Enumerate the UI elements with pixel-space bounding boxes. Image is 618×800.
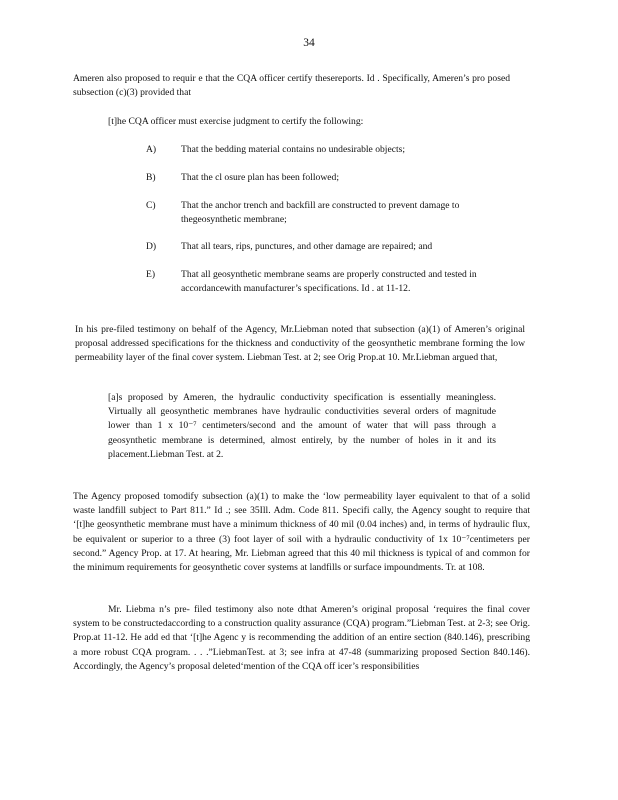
list-item-text: That the bedding material contains no undesirable objects; [181, 144, 406, 155]
list-item-text: That all geosynthetic membrane seams are properly constructed and tested in accordancewith manufacturer’s specifications. Id . at 11-12. [181, 269, 477, 295]
paragraph-ameren-proposal: Ameren also proposed to requir e that the CQA officer certify thesereports. Id . Specifically, Ameren’s pro posed subsection (c)(3) provided that [73, 73, 510, 99]
list-item-label: C) [146, 200, 156, 211]
list-item-label: B) [146, 172, 156, 183]
list-item-text: That all tears, rips, punctures, and other damage are repaired; and [181, 241, 433, 252]
page-number: 34 [303, 37, 315, 49]
paragraph-liebman-testimony: In his pre-filed testimony on behalf of the Agency, Mr.Liebman noted that subsection (a)(1) of Ameren’s original proposal addressed specifications for the thickness and conductivity of the geosynthetic membrane forming the low permeability layer of the final cover system. Liebman Test. at 2; see Orig Prop.at 10. Mr.Liebman argued that, [75, 324, 525, 364]
block-quote-hydraulic: [a]s proposed by Ameren, the hydraulic conductivity specification is essentially meaningless. Virtually all geosynthetic membranes have hydraulic conductivities several orders of magnitude lower than 1 x 10⁻⁷ centimeters/second and the amount of water that will pass through a geosynthetic membrane is determined, almost entirely, by the number of holes in it and its placement.Liebman Test. at 2. [108, 392, 496, 460]
list-item-text: That the cl osure plan has been followed; [181, 172, 339, 183]
list-item-label: E) [146, 269, 156, 280]
list-item-text: That the anchor trench and backfill are constructed to prevent damage to thegeosynthetic membrane; [181, 200, 460, 226]
block-quote-intro: [t]he CQA officer must exercise judgment to certify the following: [108, 116, 364, 127]
list-item-label: A) [146, 144, 157, 155]
paragraph-cqa-program: Mr. Liebma n’s pre- filed testimony also note dthat Ameren’s original proposal ‘requires the final cover system to be constructedaccording to a construction quality assurance (CQA) program.”Liebman Test. at 2-3; see Orig. Prop.at 11-12. He add ed that ‘[t]he Agenc y is recommending the addition of an entire section (840.146), prescribing a more robust CQA program. . . .”LiebmanTest. at 3; see infra at 47-48 (summarizing proposed Section 840.146). Accordingly, the Agency’s proposal deleted‘mention of the CQA off icer’s responsibilities [73, 604, 530, 672]
paragraph-agency-modification: The Agency proposed tomodify subsection (a)(1) to make the ‘low permeability layer equivalent to that of a solid waste landfill subject to Part 811.” Id .; see 35Ill. Adm. Code 811. Specifi cally, the Agency sought to require that ‘[t]he geosynthetic membrane must have a minimum thickness of 40 mil (0.04 inches) and, in terms of hydraulic flux, be equivalent or superior to a three (3) foot layer of soil with a hydraulic conductivity of 1x 10⁻⁷centimeters per second.” Agency Prop. at 17. At hearing, Mr. Liebman agreed that this 40 mil thickness is typical of and common for the minimum requirements for geosynthetic cover systems at landfills or surface impoundments. Tr. at 108. [73, 491, 530, 574]
list-item-label: D) [146, 241, 157, 252]
